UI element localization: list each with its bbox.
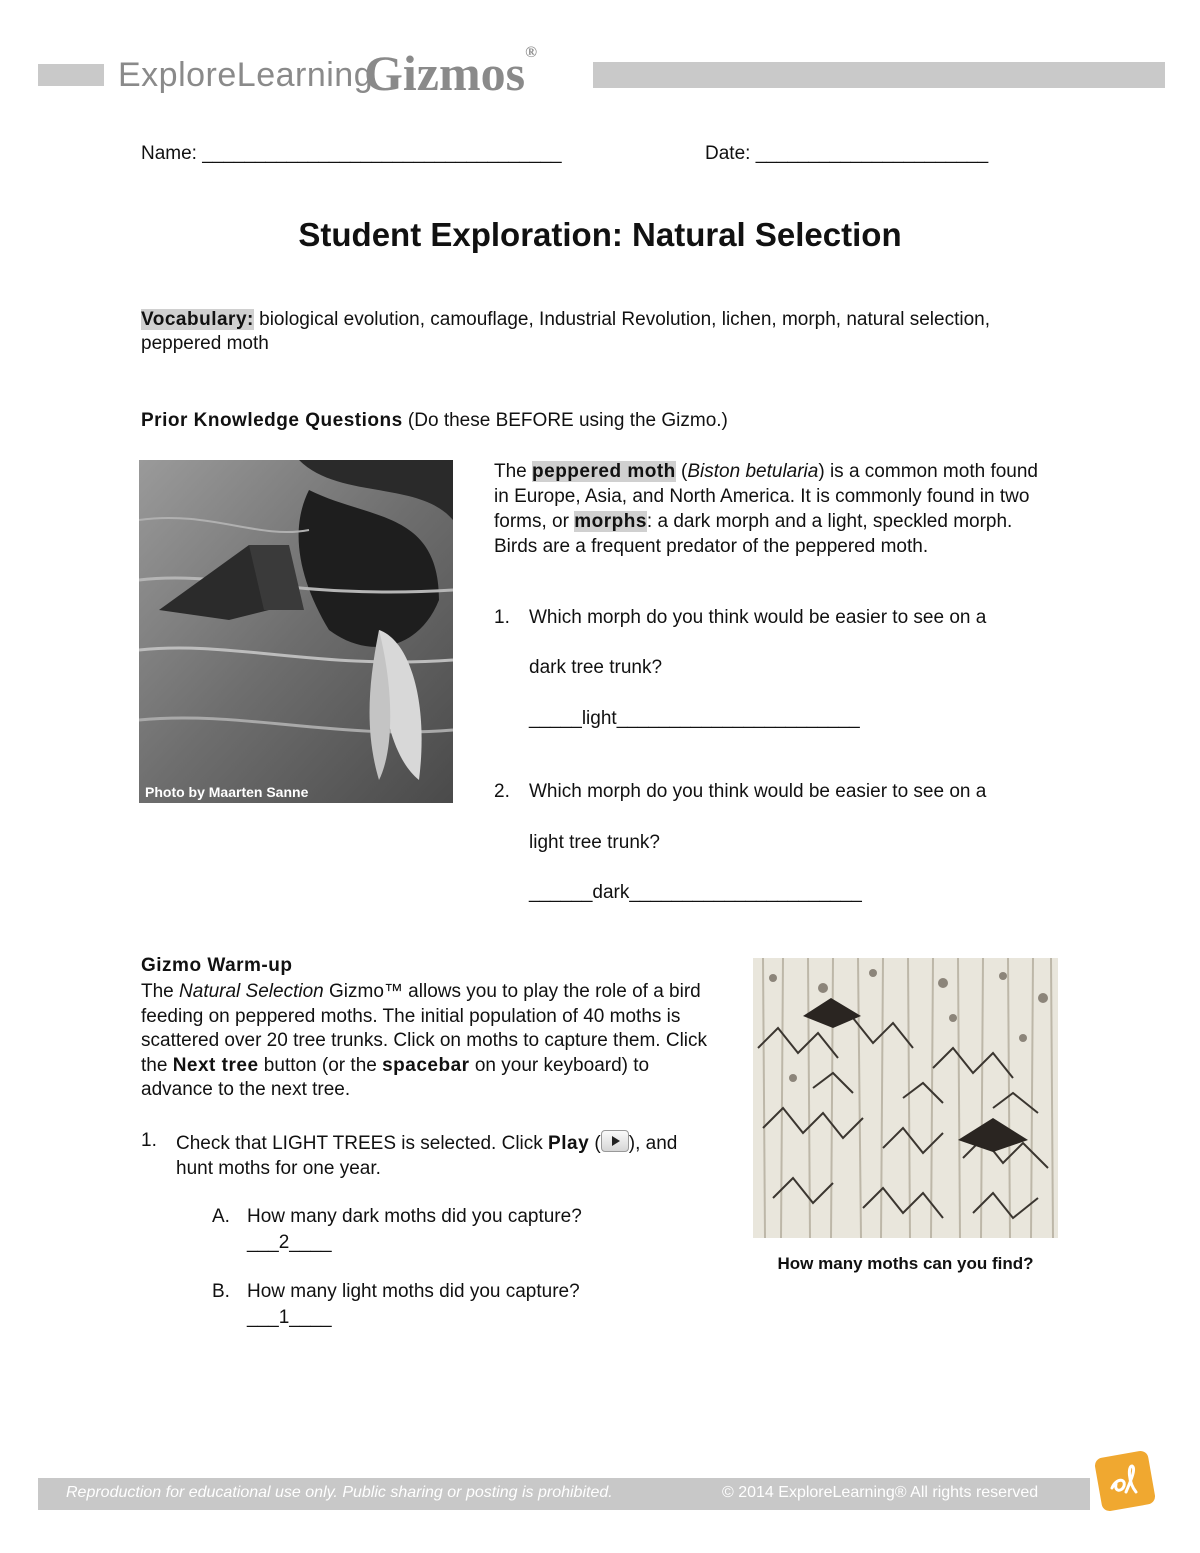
question-1-text: Which morph do you think would be easier to see on a [529, 607, 987, 628]
sub-question-b-answer[interactable]: ___1____ [247, 1307, 332, 1328]
question-2-answer[interactable]: ______dark______________________ [529, 882, 862, 903]
peppered-moth-photo [139, 460, 453, 803]
date-field[interactable]: Date: ______________________ [705, 143, 989, 164]
image-caption: How many moths can you find? [777, 1254, 1034, 1273]
page-title: Student Exploration: Natural Selection [298, 216, 902, 253]
sub-question-a-letter: A. [212, 1206, 230, 1227]
warmup-question-1-number: 1. [141, 1130, 157, 1151]
vocabulary-label: Vocabulary: [141, 309, 254, 330]
sub-question-a-text: How many dark moths did you capture? [247, 1206, 582, 1227]
brand-explorelearning-logo: ExploreLearning [118, 56, 374, 94]
explorelearning-logo-icon [1092, 1448, 1158, 1514]
header-bar-left [38, 64, 104, 86]
brand-gizmos-logo: Gizmos® [364, 44, 538, 101]
moth-camouflage-image [753, 958, 1058, 1238]
question-2-number: 2. [494, 781, 510, 802]
header-bar-right [593, 62, 1165, 88]
sub-question-a-answer[interactable]: ___2____ [247, 1232, 332, 1253]
prior-knowledge-heading: Prior Knowledge Questions (Do these BEFORE using the Gizmo.) [141, 410, 728, 431]
intro-paragraph: The peppered moth (Biston betularia) is a common moth found in Europe, Asia, and North America. It is commonly found in two forms, or morphs: a dark morph and a light, speckled morph. Birds are a frequent predator of the peppered moth. [494, 461, 1038, 557]
vocabulary-section [141, 308, 1041, 356]
warmup-paragraph: The Natural Selection Gizmo™ allows you to play the role of a bird feeding on peppered moths. The initial population of 40 moths is scattered over 20 tree trunks. Click on moths to capture them. Click the Next tree button (or the spacebar on your keyboard) to advance to the next tree. [141, 981, 708, 1100]
photo-credit: Photo by Maarten Sanne [145, 784, 309, 800]
question-1-answer[interactable]: _____light_______________________ [529, 708, 860, 729]
warmup-heading: Gizmo Warm-up [141, 955, 293, 976]
question-2-text-cont: light tree trunk? [529, 832, 660, 853]
play-icon [601, 1130, 629, 1152]
vocabulary-terms: biological evolution, camouflage, Industrial Revolution, lichen, morph, natural selection, peppered moth [141, 309, 990, 354]
sub-question-b-letter: B. [212, 1281, 230, 1302]
question-2-text: Which morph do you think would be easier to see on a [529, 781, 987, 802]
question-1-number: 1. [494, 607, 510, 628]
warmup-question-1-text: Check that LIGHT TREES is selected. Click Play ( ), and hunt moths for one year. [176, 1130, 716, 1181]
name-field[interactable]: Name: __________________________________ [141, 143, 562, 164]
question-1-text-cont: dark tree trunk? [529, 657, 663, 678]
footer-notice: Reproduction for educational use only. Public sharing or posting is prohibited. [66, 1484, 613, 1501]
footer-copyright: © 2014 ExploreLearning® All rights reserved [722, 1484, 1039, 1501]
sub-question-b-text: How many light moths did you capture? [247, 1281, 580, 1302]
